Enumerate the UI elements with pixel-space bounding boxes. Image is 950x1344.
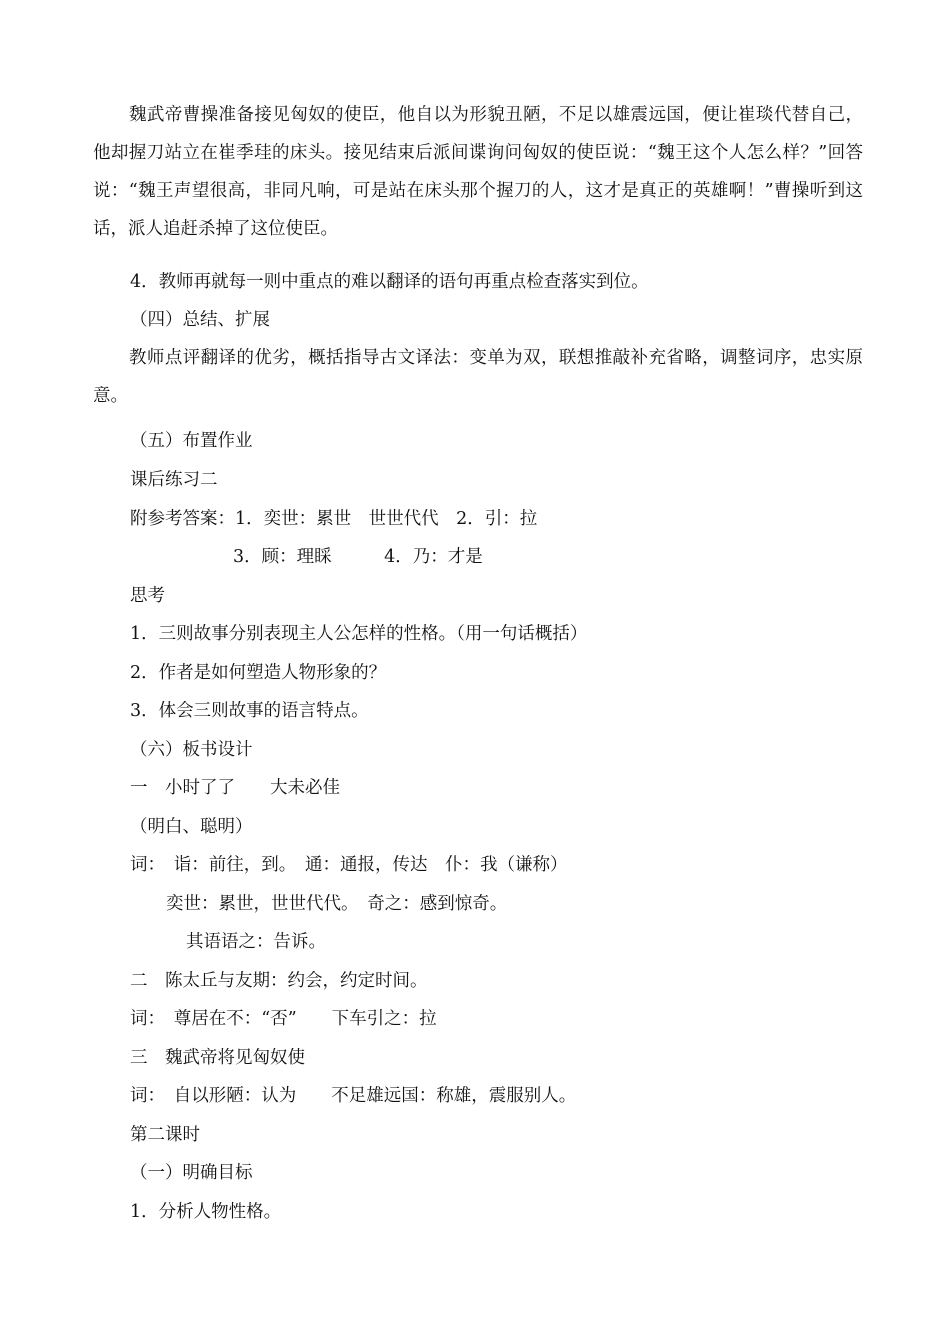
board-item-1-note: （明白、聪明） — [130, 817, 253, 837]
board-item-1-vocab-cont-2: 其语语之：告诉。 — [186, 932, 326, 952]
section-heading-summary: （四）总结、扩展 — [130, 310, 270, 330]
board-item-1-vocab: 词： 诣：前往，到。 通：通报，传达 仆：我（谦称） — [130, 855, 568, 875]
board-item-2: 二 陈太丘与友期：约会，约定时间。 — [130, 971, 428, 991]
section-heading-homework: （五）布置作业 — [130, 431, 253, 451]
thinking-question-2: 2．作者是如何塑造人物形象的？ — [130, 663, 387, 683]
objective-item-1: 1．分析人物性格。 — [130, 1202, 282, 1222]
board-item-1-vocab-cont-1: 奕世：累世，世世代代。 奇之：感到惊奇。 — [166, 894, 508, 914]
thinking-heading: 思考 — [130, 586, 165, 606]
thinking-question-3: 3．体会三则故事的语言特点。 — [130, 701, 369, 721]
thinking-question-1: 1．三则故事分别表现主人公怎样的性格。（用一句话概括） — [130, 624, 588, 644]
board-item-2-vocab: 词： 尊居在不：“否” 下车引之：拉 — [130, 1009, 437, 1029]
answer-key-line-2: 3．顾：理睬 4．乃：才是 — [233, 547, 483, 567]
board-item-3: 三 魏武帝将见匈奴使 — [130, 1048, 305, 1068]
section-heading-board-design: （六）板书设计 — [130, 740, 253, 760]
teacher-check-item: 4．教师再就每一则中重点的难以翻译的语句再重点检查落实到位。 — [130, 272, 649, 292]
section-heading-objectives: （一）明确目标 — [130, 1163, 253, 1183]
answer-key-line-1: 附参考答案：1．奕世：累世 世世代代 2．引：拉 — [130, 509, 538, 529]
second-lesson-heading: 第二课时 — [130, 1125, 200, 1145]
story-translation-paragraph: 魏武帝曹操准备接见匈奴的使臣，他自以为形貌丑陋，不足以雄震远国，便让崔琰代替自己，他却握刀站立在崔季珪的床头。接见结束后派间谍询问匈奴的使臣说：“魏王这个人怎么样？”回答说：“魏王声望很高，非同凡响，可是站在床头那个握刀的人，这才是真正的英雄啊！”曹操听到这话，派人追赶杀掉了这位使臣。 — [93, 105, 863, 239]
translation-method-paragraph: 教师点评翻译的优劣，概括指导古文译法：变单为双，联想推敲补充省略，调整词序，忠实原意。 — [93, 348, 863, 406]
homework-exercise: 课后练习二 — [130, 470, 218, 490]
board-item-1: 一 小时了了 大未必佳 — [130, 778, 340, 798]
board-item-3-vocab: 词： 自以形陋：认为 不足雄远国：称雄，震服别人。 — [130, 1086, 577, 1106]
